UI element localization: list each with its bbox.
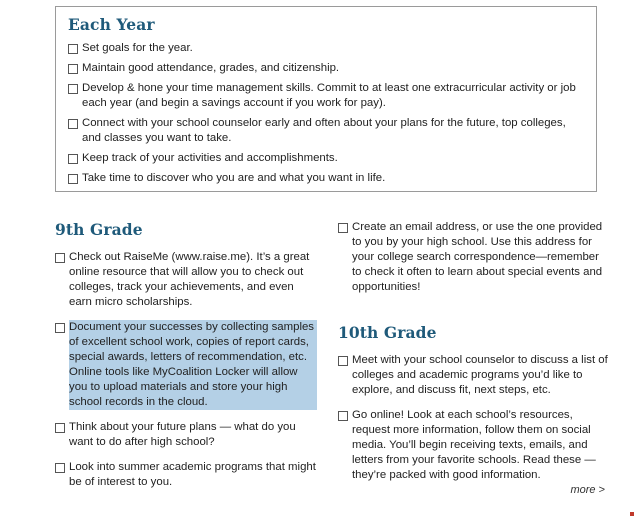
right-column — [338, 220, 610, 493]
checkbox-icon[interactable] — [338, 411, 348, 421]
each-year-panel — [55, 6, 597, 192]
checklist-item-text: Check out RaiseMe (www.raise.me). It’s a great online resource that will allow you to check out colleges, track your achievements, and even earn micro scholarships. — [69, 251, 310, 308]
checklist-item-text: Look into summer academic programs that might be of interest to you. — [69, 461, 316, 488]
chevron-right-icon: > — [598, 484, 605, 496]
checklist-item — [68, 81, 584, 111]
checklist-item — [55, 320, 317, 410]
grade9-continued-checklist — [338, 220, 610, 295]
checklist-item — [68, 41, 584, 56]
checklist-item-text: Maintain good attendance, grades, and citizenship. — [82, 62, 340, 74]
checklist-item-text: Go online! Look at each school’s resources, request more information, follow them on social media. You’ll begin receiving texts, emails, and letters from your favorite schools. Read these — they’re packed with good information. — [352, 409, 596, 481]
checkbox-icon[interactable] — [55, 253, 65, 263]
corner-marker — [630, 512, 634, 516]
each-year-checklist — [68, 41, 584, 186]
checklist-item-text: Meet with your school counselor to discuss a list of colleges and academic programs you’d like to explore, and discuss fit, next steps, etc. — [352, 354, 608, 396]
checklist-item-text: Set goals for the year. — [82, 42, 193, 54]
left-column — [55, 220, 317, 500]
checklist-item-text: Keep track of your activities and accomplishments. — [82, 152, 338, 164]
checkbox-icon[interactable] — [68, 64, 78, 74]
checklist-item — [338, 408, 610, 483]
checklist-item-text: Create an email address, or use the one provided to you by your high school. Use this address for your college search correspondence—remember to check it often to learn about special events and opportunities! — [352, 221, 603, 293]
checklist-item — [55, 420, 317, 450]
checkbox-icon[interactable] — [55, 323, 65, 333]
checkbox-icon[interactable] — [338, 223, 348, 233]
grade10-checklist — [338, 353, 610, 483]
each-year-heading: Each Year — [68, 15, 155, 34]
checklist-item — [338, 353, 610, 398]
checklist-item — [338, 220, 610, 295]
checkbox-icon[interactable] — [68, 154, 78, 164]
checklist-item — [68, 151, 584, 166]
checklist-item — [55, 250, 317, 310]
checklist-item-text: Develop & hone your time management skills. Commit to at least one extracurricular activity or job each year (and begin a savings account if you work for pay). — [82, 82, 576, 109]
checkbox-icon[interactable] — [68, 119, 78, 129]
grade9-checklist — [55, 250, 317, 490]
checklist-item-text: Connect with your school counselor early and often about your plans for the future, top colleges, and classes you want to take. — [82, 117, 566, 144]
checklist-item — [68, 171, 584, 186]
checkbox-icon[interactable] — [55, 463, 65, 473]
checkbox-icon[interactable] — [55, 423, 65, 433]
checklist-item — [68, 61, 584, 76]
selected-text[interactable]: Document your successes by collecting samples of excellent school work, copies of report cards, special awards, letters of recommendation, etc. Online tools like MyCoalition Locker will allow you to upload materials and store your high school records in the cloud. — [69, 320, 317, 410]
checkbox-icon[interactable] — [338, 356, 348, 366]
grade10-heading: 10th Grade — [338, 323, 437, 342]
more-link[interactable] — [570, 484, 605, 496]
grade9-heading: 9th Grade — [55, 220, 143, 239]
checklist-item — [55, 460, 317, 490]
checklist-item-text: Take time to discover who you are and what you want in life. — [82, 172, 386, 184]
checklist-item-text: Think about your future plans — what do you want to do after high school? — [69, 421, 296, 448]
checkbox-icon[interactable] — [68, 174, 78, 184]
checkbox-icon[interactable] — [68, 84, 78, 94]
checkbox-icon[interactable] — [68, 44, 78, 54]
checklist-item — [68, 116, 584, 146]
more-link-label: more — [570, 484, 596, 496]
